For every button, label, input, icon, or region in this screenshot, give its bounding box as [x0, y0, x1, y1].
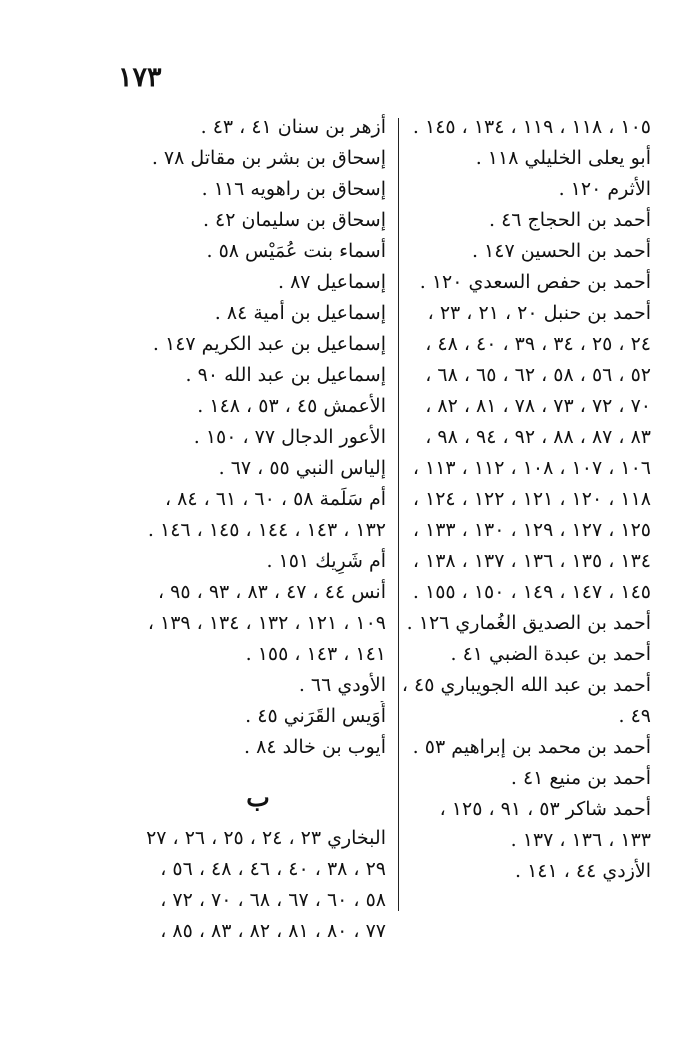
- index-entry-line: أحمد بن الحسين ١٤٧ .: [471, 240, 651, 262]
- index-entry-line: ٥٨ ، ٦٠ ، ٦٧ ، ٦٨ ، ٧٠ ، ٧٢ ،: [160, 889, 386, 911]
- index-entry-line: أحمد بن محمد بن إبراهيم ٥٣ .: [412, 736, 651, 758]
- index-entry-line: أحمد بن الحجاج ٤٦ .: [488, 209, 651, 231]
- index-entry-line: أبو يعلى الخليلي ١١٨ .: [475, 147, 651, 169]
- index-entry-line: أحمد بن منيع ٤١ .: [510, 767, 651, 789]
- index-entry-line: ١٣٣ ، ١٣٦ ، ١٣٧ .: [510, 829, 651, 851]
- index-entry-line: أزهر بن سنان ٤١ ، ٤٣ .: [200, 116, 386, 138]
- section-letter-heading: ب: [246, 783, 270, 812]
- index-entry-line: أُوَيس القَرَني ٤٥ .: [245, 705, 386, 727]
- index-entry-line: إلياس النبي ٥٥ ، ٦٧ .: [218, 457, 386, 479]
- index-entry-line: إسحاق بن سليمان ٤٢ .: [202, 209, 386, 231]
- index-column-right: [361, 112, 651, 887]
- index-entry-line: إسماعيل بن عبد الله ٩٠ .: [185, 364, 386, 386]
- index-entry-line: أحمد بن عبدة الضبي ٤١ .: [450, 643, 651, 665]
- index-entry-line: ٧٠ ، ٧٢ ، ٧٣ ، ٧٨ ، ٨١ ، ٨٢ ،: [425, 395, 651, 417]
- index-entry-line: ١٤١ ، ١٤٣ ، ١٥٥ .: [245, 643, 386, 665]
- index-entry-line: أحمد بن حفص السعدي ١٢٠ .: [419, 271, 651, 293]
- index-entry-line: الأزدي ٤٤ ، ١٤١ .: [514, 860, 651, 882]
- index-entry-line: البخاري ٢٣ ، ٢٤ ، ٢٥ ، ٢٦ ، ٢٧: [146, 827, 386, 849]
- index-entry-line: ١٠٥ ، ١١٨ ، ١١٩ ، ١٣٤ ، ١٤٥ .: [412, 116, 651, 138]
- index-entry-line: ٢٤ ، ٢٥ ، ٣٤ ، ٣٩ ، ٤٠ ، ٤٨ ،: [425, 333, 651, 355]
- index-entry-line: إسماعيل بن عبد الكريم ١٤٧ .: [152, 333, 386, 355]
- index-entry-line: إسحاق بن بشر بن مقاتل ٧٨ .: [151, 147, 386, 169]
- index-entry-line: أسماء بنت عُمَيْس ٥٨ .: [206, 240, 386, 262]
- index-entry-line: أم سَلَمة ٥٨ ، ٦٠ ، ٦١ ، ٨٤ ،: [164, 488, 386, 510]
- index-entry-line: الأعمش ٤٥ ، ٥٣ ، ١٤٨ .: [197, 395, 386, 417]
- index-entry-line: أيوب بن خالد ٨٤ .: [244, 736, 386, 758]
- index-entry-line: ١٠٦ ، ١٠٧ ، ١٠٨ ، ١١٢ ، ١١٣ ،: [412, 457, 651, 479]
- index-entry-line: إسماعيل ٨٧ .: [278, 271, 386, 293]
- section-gap: [90, 763, 386, 773]
- index-entry-line: أنس ٤٤ ، ٤٧ ، ٨٣ ، ٩٣ ، ٩٥ ،: [158, 581, 386, 603]
- index-entry-line: ١١٨ ، ١٢٠ ، ١٢١ ، ١٢٢ ، ١٢٤ ،: [412, 488, 651, 510]
- index-entry-line: ٤٩ .: [618, 705, 651, 727]
- index-entry-line: إسماعيل بن أمية ٨٤ .: [214, 302, 386, 324]
- index-entry-line: ١٢٥ ، ١٢٧ ، ١٢٩ ، ١٣٠ ، ١٣٣ ،: [412, 519, 651, 541]
- index-entry-line: ٧٧ ، ٨٠ ، ٨١ ، ٨٢ ، ٨٣ ، ٨٥ ،: [160, 920, 386, 942]
- index-column-left: [90, 112, 386, 947]
- index-entry-line: الأودي ٦٦ .: [298, 674, 386, 696]
- page-number: ١٧٣: [118, 62, 162, 93]
- index-entry-line: ٥٢ ، ٥٦ ، ٥٨ ، ٦٢ ، ٦٥ ، ٦٨ ،: [425, 364, 651, 386]
- index-entries-alif: [90, 112, 386, 763]
- index-entry-line: ١٠٩ ، ١٢١ ، ١٣٢ ، ١٣٤ ، ١٣٩ ،: [147, 612, 386, 634]
- index-entries-ba: [90, 823, 386, 947]
- index-entry-line: أحمد شاكر ٥٣ ، ٩١ ، ١٢٥ ،: [439, 798, 651, 820]
- index-entry-line: الأعور الدجال ٧٧ ، ١٥٠ .: [193, 426, 386, 448]
- index-entry-line: ١٤٥ ، ١٤٧ ، ١٤٩ ، ١٥٠ ، ١٥٥ .: [412, 581, 651, 603]
- index-entry-line: ١٣٤ ، ١٣٥ ، ١٣٦ ، ١٣٧ ، ١٣٨ ،: [412, 550, 651, 572]
- index-entry-line: ٨٣ ، ٨٧ ، ٨٨ ، ٩٢ ، ٩٤ ، ٩٨ ،: [425, 426, 651, 448]
- index-entry-line: الأثرم ١٢٠ .: [558, 178, 651, 200]
- index-entry-line: أحمد بن الصديق الغُماري ١٢٦ .: [406, 612, 651, 634]
- index-entry-line: أحمد بن عبد الله الجويباري ٤٥ ،: [401, 674, 651, 696]
- index-entry-line: أم شَرِيك ١٥١ .: [266, 550, 386, 572]
- index-entry-line: ٢٩ ، ٣٨ ، ٤٠ ، ٤٦ ، ٤٨ ، ٥٦ ،: [160, 858, 386, 880]
- index-entry-line: ١٣٢ ، ١٤٣ ، ١٤٤ ، ١٤٥ ، ١٤٦ .: [147, 519, 386, 541]
- index-entry-line: إسحاق بن راهويه ١١٦ .: [201, 178, 386, 200]
- index-entry-line: أحمد بن حنبل ٢٠ ، ٢١ ، ٢٣ ،: [427, 302, 651, 324]
